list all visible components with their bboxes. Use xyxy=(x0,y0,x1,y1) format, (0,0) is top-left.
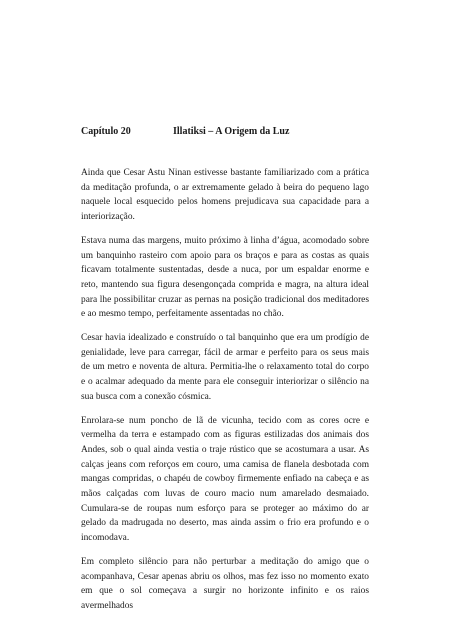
paragraph: Ainda que Cesar Astu Ninan estivesse bastante familiarizado com a prática da meditação profunda, o ar extremamente gelado à beira do pequeno lago naquele local esquecido pelos homens prejudicava sua capacidade para a interiorização. xyxy=(81,168,369,223)
chapter-heading xyxy=(81,126,289,138)
chapter-number: Capítulo 20 xyxy=(81,126,131,137)
chapter-body xyxy=(81,166,369,623)
chapter-title: Illatiksi – A Origem da Luz xyxy=(173,126,290,137)
paragraph: Cesar havia idealizado e construído o tal banquinho que era um prodígio de genialidade, leve para carregar, fácil de armar e perfeito para os seus mais de um metro e noventa de altura. Permitia-lhe o relaxamento total do corpo e o acalmar adequado da mente para ele conseguir interiorizar o silêncio na sua busca com a conexão cósmica. xyxy=(81,333,369,402)
paragraph: Enrolara-se num poncho de lã de vicunha, tecido com as cores ocre e vermelha da terra e estampado com as figuras estilizadas dos animais dos Andes, sob o qual ainda vestia o traje rústico que se acostumara a usar. As calças jeans com reforços em couro, uma camisa de flanela desbotada com mangas compridas, o chapéu de cowboy firmemente enfiado na cabeça e as mãos calçadas com luvas de couro macio num amarelado desmaiado. Cumulara-se de roupas num esforço para se proteger ao máximo do ar gelado da madrugada no deserto, mas ainda assim o frio era profundo e o incomodava. xyxy=(81,415,369,544)
paragraph: Estava numa das margens, muito próximo à linha d’água, acomodado sobre um banquinho rasteiro com apoio para os braços e para as costas as quais ficavam totalmente sustentadas, desde a nuca, por um espaldar enorme e reto, mantendo sua figura desengonçada comprida e magra, na altura ideal para lhe possibilitar cruzar as pernas na posição tradicional dos meditadores e ao mesmo tempo, perfeitamente assentadas no chão. xyxy=(81,235,369,320)
paragraph: Em completo silêncio para não perturbar a meditação do amigo que o acompanhava, Cesar apenas abriu os olhos, mas fez isso no momento exato em que o sol começava a surgir no horizonte infinito e os raios avermelhados xyxy=(81,556,369,611)
